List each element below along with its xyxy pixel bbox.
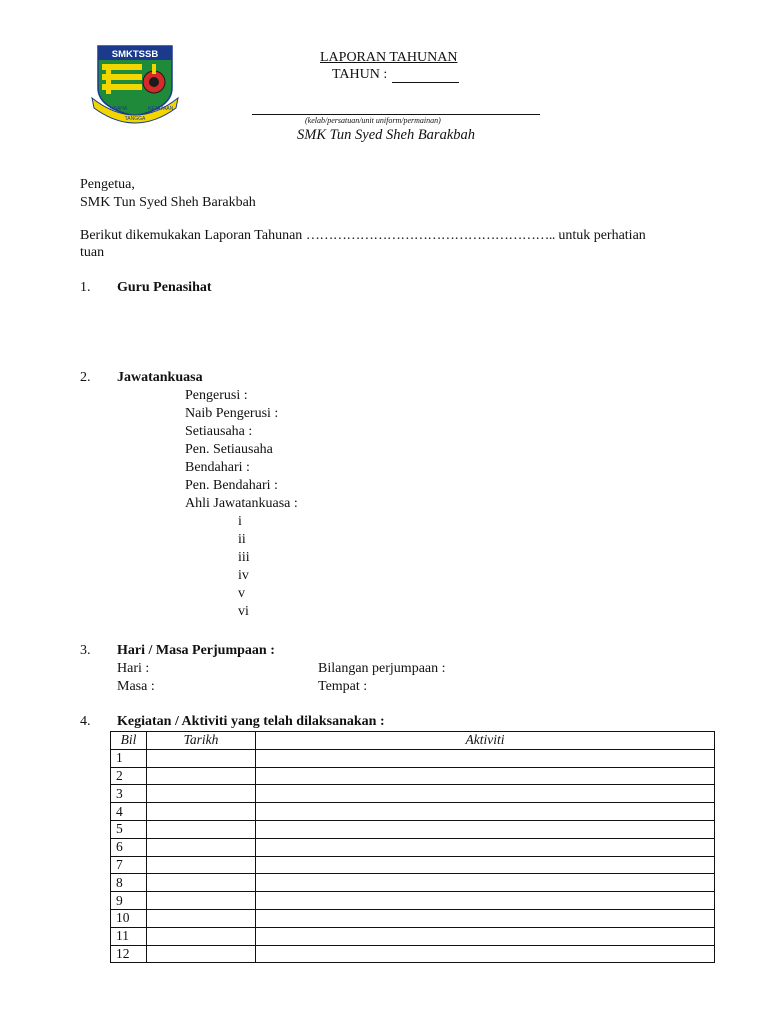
role-naib-pengerusi: Naib Pengerusi : [185,406,279,421]
table-header-row [111,732,715,750]
member-i: i [238,514,242,529]
header-aktiviti: Aktiviti [256,732,715,750]
activity-cell[interactable] [256,749,715,767]
role-bendahari: Bendahari : [185,460,250,475]
logo-ribbon-left: USAHA [110,106,128,112]
activity-cell[interactable] [256,856,715,874]
club-type-note: (kelab/persatuan/unit uniform/permainan) [305,116,441,125]
date-cell[interactable] [147,892,256,910]
table-row [111,909,715,927]
row-number: 7 [111,856,147,874]
member-iv: iv [238,568,249,583]
row-number: 3 [111,785,147,803]
table-row [111,874,715,892]
row-number: 2 [111,767,147,785]
school-name: SMK Tun Syed Sheh Barakbah [297,127,476,143]
member-ii: ii [238,532,246,547]
table-row [111,767,715,785]
intro-lead: Berikut dikemukakan Laporan Tahunan [80,228,303,243]
activity-cell[interactable] [256,820,715,838]
section-2-number: 2. [80,370,91,385]
meeting-count-label: Bilangan perjumpaan : [318,661,446,676]
role-setiausaha: Setiausaha : [185,424,253,439]
meeting-time-label: Masa : [117,679,155,694]
row-number: 1 [111,749,147,767]
address-line-1: Pengetua, [80,177,135,192]
logo-ribbon-right: KEJAYAAN [148,106,174,112]
table-row [111,803,715,821]
year-label: TAHUN : [332,67,388,82]
date-cell[interactable] [147,909,256,927]
activity-cell[interactable] [256,874,715,892]
date-cell[interactable] [147,927,256,945]
date-cell[interactable] [147,945,256,963]
section-2-title: Jawatankuasa [117,370,203,385]
section-1-number: 1. [80,280,91,295]
date-cell[interactable] [147,874,256,892]
row-number: 6 [111,838,147,856]
member-v: v [238,586,245,601]
club-name-field[interactable] [252,114,540,115]
section-3-number: 3. [80,643,91,658]
address-line-2: SMK Tun Syed Sheh Barakbah [80,195,256,210]
section-1-title: Guru Penasihat [117,280,212,295]
member-vi: vi [238,604,249,619]
header-bil: Bil [111,732,147,750]
row-number: 12 [111,945,147,963]
date-cell[interactable] [147,838,256,856]
role-ahli-jawatankuasa: Ahli Jawatankuasa : [185,496,298,511]
table-row [111,856,715,874]
row-number: 8 [111,874,147,892]
role-pengerusi: Pengerusi : [185,388,248,403]
intro-text [80,228,646,244]
table-row [111,749,715,767]
date-cell[interactable] [147,856,256,874]
header-tarikh: Tarikh [147,732,256,750]
meeting-place-label: Tempat : [318,679,368,694]
table-row [111,820,715,838]
logo-ribbon-center: TANGGA [124,116,146,122]
activity-cell[interactable] [256,909,715,927]
school-logo [90,42,180,126]
report-title: LAPORAN TAHUNAN [320,50,458,65]
date-cell[interactable] [147,820,256,838]
role-pen-bendahari: Pen. Bendahari : [185,478,278,493]
activity-cell[interactable] [256,785,715,803]
table-row [111,892,715,910]
year-field[interactable] [392,82,459,83]
role-pen-setiausaha: Pen. Setiausaha [185,442,273,457]
row-number: 9 [111,892,147,910]
intro-line-2: tuan [80,245,105,260]
table-row [111,945,715,963]
date-cell[interactable] [147,767,256,785]
intro-dots: ……………………………………………….. [305,228,555,243]
table-row [111,785,715,803]
row-number: 5 [111,820,147,838]
section-4-number: 4. [80,714,91,729]
activity-cell[interactable] [256,767,715,785]
activity-cell[interactable] [256,945,715,963]
activity-cell[interactable] [256,892,715,910]
activity-cell[interactable] [256,927,715,945]
table-row [111,927,715,945]
activity-cell[interactable] [256,803,715,821]
meeting-day-label: Hari : [117,661,150,676]
section-4-title: Kegiatan / Aktiviti yang telah dilaksanakan : [117,714,385,729]
member-iii: iii [238,550,250,565]
section-3-title: Hari / Masa Perjumpaan : [117,643,275,658]
activity-table [110,731,715,963]
activity-cell[interactable] [256,838,715,856]
date-cell[interactable] [147,803,256,821]
row-number: 11 [111,927,147,945]
date-cell[interactable] [147,785,256,803]
intro-tail: untuk perhatian [558,228,646,243]
row-number: 10 [111,909,147,927]
table-row [111,838,715,856]
row-number: 4 [111,803,147,821]
logo-text: SMKTSSB [111,49,159,60]
date-cell[interactable] [147,749,256,767]
